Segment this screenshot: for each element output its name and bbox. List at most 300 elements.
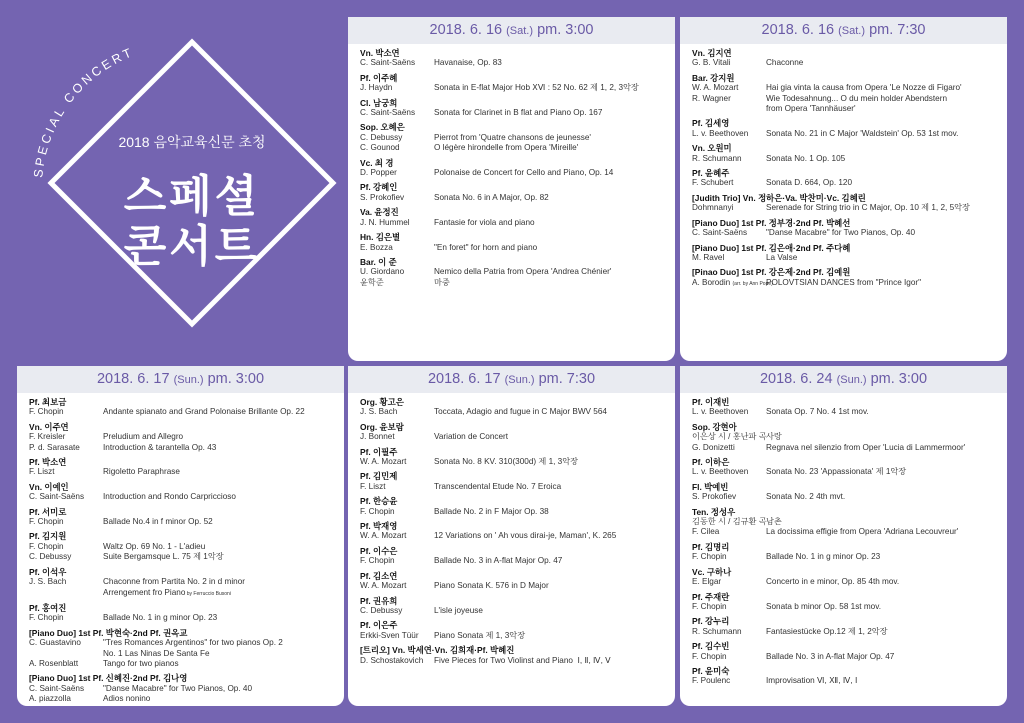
composer	[692, 577, 766, 587]
composer-name: R. Schumann	[692, 626, 742, 636]
program-row	[29, 443, 344, 453]
composer-name: F. Chopin	[29, 407, 64, 417]
program-entry	[29, 457, 344, 478]
work-title	[434, 108, 675, 118]
program-entry	[692, 542, 1007, 563]
composer	[360, 278, 434, 288]
performer: [Piano Duo] 1st Pf. 신혜진·2nd Pf. 김나영	[29, 673, 188, 684]
program-row	[29, 638, 344, 659]
panel-day: (Sat.)	[506, 25, 534, 37]
work-title-text: Sonata b minor Op. 58 1st mov.	[766, 601, 881, 611]
performer: Pf. 윤혜주	[692, 168, 730, 179]
work-title	[766, 94, 1007, 115]
work-title-text: Five Pieces for Two Violinst and Piano Ⅰ, Ⅱ, Ⅳ, Ⅴ	[434, 655, 611, 665]
composer-name: L. v. Beethoven	[692, 128, 749, 138]
work-title-text: Ballade No. 2 in F Major Op. 38	[434, 506, 549, 516]
composer-name: F. Chopin	[692, 601, 727, 611]
composer	[692, 203, 766, 213]
work-title	[103, 517, 344, 527]
composer-name: J. S. Bach	[29, 577, 67, 587]
program-entry	[692, 666, 1007, 687]
composer-name: W. A. Mozart	[360, 457, 407, 467]
work-title	[766, 432, 1007, 442]
work-title	[103, 552, 344, 562]
performer: Pf. 홍여진	[29, 602, 67, 613]
composer	[692, 154, 766, 164]
program-entry	[360, 447, 675, 468]
performer: Pf. 윤미숙	[692, 665, 730, 676]
program-row	[692, 228, 1007, 238]
work-title-text: Introduction and Rondo Carpriccioso	[103, 492, 236, 502]
work-title-text: Transcendental Etude No. 7 Eroica	[434, 481, 562, 491]
schedule-panel-0617-1500	[17, 366, 344, 706]
work-title	[766, 676, 1007, 686]
program-entry	[360, 73, 675, 94]
work-title-text: Andante spianato and Grand Polonaise Brillante Op. 22	[103, 407, 305, 417]
panel-body	[680, 393, 1007, 687]
composer	[360, 108, 434, 118]
work-title-text: 사랑	[766, 432, 782, 442]
work-title	[766, 58, 1007, 68]
work-title-text: Suite Bergamsque L. 75 제 1악장	[103, 552, 224, 562]
program-row	[360, 58, 675, 68]
work-title-text: Ballade No. 1 in g minor Op. 23	[766, 552, 881, 562]
work-title	[103, 684, 344, 694]
work-title	[434, 507, 675, 517]
program-entry	[29, 397, 344, 418]
program-row	[692, 154, 1007, 164]
performer: Pf. 이석우	[29, 566, 67, 577]
composer-name: F. Liszt	[360, 481, 386, 491]
composer	[360, 143, 434, 153]
program-entry	[360, 546, 675, 567]
program-row	[29, 407, 344, 417]
composer-name: G. Donizetti	[692, 442, 735, 452]
program-row	[29, 588, 344, 599]
program-entry	[360, 571, 675, 592]
composer-name: L. v. Beethoven	[692, 407, 749, 417]
program-row	[692, 407, 1007, 417]
performer: Pf. 한승윤	[360, 496, 398, 507]
program-entry	[360, 521, 675, 542]
composer-name: P. d. Sarasate	[29, 442, 80, 452]
program-row	[360, 108, 675, 118]
performer: Sop. 강현아	[692, 421, 737, 432]
panel-body	[680, 44, 1007, 289]
composer-name: D. Popper	[360, 168, 397, 178]
program-entry	[692, 397, 1007, 418]
performer: [Piano Duo] 1st Pf. 박현숙·2nd Pf. 권옥교	[29, 627, 188, 638]
panel-header	[348, 17, 675, 44]
work-title	[103, 659, 344, 669]
performer: [트리오] Vn. 박세연·Vn. 김희재·Pf. 박혜진	[360, 645, 515, 656]
performer: Pf. 이하은	[692, 457, 730, 468]
composer-name: 김동한 시 / 김규환 곡	[692, 517, 767, 527]
performer: Pf. 김소연	[360, 570, 398, 581]
composer	[360, 631, 434, 641]
program-row	[692, 552, 1007, 562]
work-title	[103, 613, 344, 623]
composer-name: J. S. Bach	[360, 407, 398, 417]
work-title-text: Fantasiestücke Op.12 제 1, 2악장	[766, 626, 888, 636]
work-title	[434, 243, 675, 253]
work-title	[766, 443, 1007, 453]
panel-header	[680, 17, 1007, 44]
performer: Org. 황고은	[360, 397, 404, 407]
composer-name: C. Gounod	[360, 143, 400, 153]
composer-name: J. Bonnet	[360, 432, 395, 442]
work-title	[766, 129, 1007, 139]
work-title	[766, 178, 1007, 188]
composer-name: U. Giordano	[360, 267, 405, 277]
program-entry	[360, 182, 675, 203]
performer: Pf. 박재영	[360, 521, 398, 532]
composer-name: F. Poulenc	[692, 676, 731, 686]
program-entry	[692, 482, 1007, 503]
composer-name: F. Kreisler	[29, 432, 66, 442]
composer-name: C. Saint-Saëns	[360, 108, 416, 118]
program-entry	[692, 48, 1007, 69]
program-entry	[360, 122, 675, 153]
work-title-text: La docissima effigie from Opera 'Adriana Lecouvreur'	[766, 527, 959, 537]
program-entry	[692, 73, 1007, 115]
composer	[29, 638, 103, 659]
composer-name: F. Chopin	[29, 541, 64, 551]
work-title-text: Pierrot from 'Quatre chansons de jeunesse'	[434, 132, 591, 142]
program-entry	[692, 422, 1007, 453]
work-title	[434, 278, 675, 288]
program-row	[360, 133, 675, 143]
panel-day: (Sun.)	[173, 374, 204, 386]
program-row	[692, 492, 1007, 502]
program-row	[360, 656, 675, 666]
work-title	[434, 606, 675, 616]
composer-name: L. v. Beethoven	[692, 467, 749, 477]
program-entry	[692, 267, 1007, 289]
schedule-panel-0616-1500	[348, 17, 675, 361]
composer-name: 윤학준	[360, 277, 384, 287]
work-title	[766, 228, 1007, 238]
program-row	[360, 168, 675, 178]
work-title-text: Chaconne from Partita No. 2 in d minor	[103, 577, 245, 587]
program-row	[692, 94, 1007, 115]
program-entry	[360, 48, 675, 69]
work-title	[434, 193, 675, 203]
program-row	[360, 556, 675, 566]
work-title	[434, 407, 675, 417]
composer	[360, 507, 434, 517]
composer	[29, 492, 103, 502]
work-title-text: Ballade No. 1 in g minor Op. 23	[103, 613, 218, 623]
work-title-text: Wie Todesahnung... O du mein holder Abendstern from Opera 'Tannhäuser'	[766, 93, 947, 114]
program-row	[692, 278, 1007, 289]
performer: [Judith Trio] Vn. 정하은·Va. 박찬미·Vc. 김혜린	[692, 192, 866, 203]
program-row	[29, 577, 344, 587]
work-title-text: Polonaise de Concert for Cello and Piano, Op. 14	[434, 168, 614, 178]
title-sub: 2018 음악교육신문 초청	[118, 134, 266, 150]
composer	[692, 94, 766, 115]
program-row	[29, 542, 344, 552]
program-row	[692, 577, 1007, 587]
program-row	[692, 467, 1007, 477]
program-row	[360, 531, 675, 541]
panel-date: 2018. 6. 16	[761, 22, 835, 38]
program-entry	[692, 243, 1007, 264]
work-title-text: "Danse Macabre" for Two Pianos, Op. 40	[766, 228, 916, 238]
work-title-text: Sonata No. 1 Op. 105	[766, 153, 846, 163]
work-title	[766, 627, 1007, 637]
work-title-text: 12 Variations on ' Ah vous dirai-je, Maman', K. 265	[434, 531, 617, 541]
composer-name: F. Schubert	[692, 178, 734, 188]
composer-name: D. Schostakovich	[360, 655, 424, 665]
work-title	[766, 154, 1007, 164]
work-title-text: "En foret" for horn and piano	[434, 242, 538, 252]
schedule-panel-0616-1930	[680, 17, 1007, 361]
composer	[360, 58, 434, 68]
program-entry	[360, 496, 675, 517]
program-entry	[29, 507, 344, 528]
composer	[360, 267, 434, 277]
composer-name: E. Elgar	[692, 577, 722, 587]
work-title-text: Waltz Op. 69 No. 1 - L'adieu	[103, 541, 206, 551]
work-title-text: La Valse	[766, 252, 798, 262]
composer	[692, 432, 766, 442]
panel-body	[348, 393, 675, 666]
program-entry	[692, 218, 1007, 239]
work-title-text: Sonata No. 23 'Appassionata' 제 1악장	[766, 467, 907, 477]
program-entry	[692, 567, 1007, 588]
work-title-text: Sonata D. 664, Op. 120	[766, 178, 853, 188]
composer	[29, 659, 103, 669]
work-title	[434, 556, 675, 566]
performer: Pf. 서미로	[29, 506, 67, 517]
program-row	[692, 432, 1007, 442]
work-title-text: Chaconne	[766, 58, 804, 68]
panel-date: 2018. 6. 16	[429, 22, 503, 38]
performer: Pf. 이은주	[360, 620, 398, 631]
composer	[692, 83, 766, 93]
work-title	[434, 83, 675, 93]
arranger-note: by Ferruccio Busoni	[185, 590, 231, 597]
composer	[692, 443, 766, 453]
work-title-text: L'isle joyeuse	[434, 605, 483, 615]
program-row	[29, 659, 344, 669]
work-title-text: Sonata No. 2 4th mvt.	[766, 492, 846, 502]
performer: Vn. 김지연	[692, 48, 732, 58]
composer	[29, 443, 103, 453]
work-title-text: Serenade for String trio in C Major, Op. 10 제 1, 2, 5악장	[766, 203, 970, 213]
composer-name: R. Schumann	[692, 153, 742, 163]
performer: Pf. 권유희	[360, 595, 398, 606]
work-title-text: Fantasie for viola and piano	[434, 217, 535, 227]
composer-name: F. Chopin	[360, 556, 395, 566]
program-entry	[360, 620, 675, 641]
composer	[360, 168, 434, 178]
work-title-text: Nemico della Patria from Opera 'Andrea Chénier'	[434, 267, 612, 277]
work-title	[766, 577, 1007, 587]
performer: Pf. 강혜인	[360, 182, 398, 193]
composer	[360, 531, 434, 541]
program-row	[29, 432, 344, 442]
composer	[360, 193, 434, 203]
work-title	[434, 168, 675, 178]
performer: Hn. 김은별	[360, 232, 401, 243]
program-entry	[29, 628, 344, 670]
composer	[692, 676, 766, 686]
program-entry	[360, 422, 675, 443]
performer: Pf. 김세영	[692, 118, 730, 129]
program-entry	[360, 397, 675, 418]
work-title	[103, 588, 344, 599]
composer	[360, 83, 434, 93]
composer-name: Erkki-Sven Tüür	[360, 630, 419, 640]
composer	[29, 613, 103, 623]
program-row	[360, 143, 675, 153]
work-title	[766, 83, 1007, 93]
program-entry	[360, 232, 675, 253]
program-entry	[692, 641, 1007, 662]
work-title-text: Concerto in e minor, Op. 85 4th mov.	[766, 577, 900, 587]
work-title-text: Sonata No. 6 in A Major, Op. 82	[434, 192, 549, 202]
performer: Vn. 오원미	[692, 143, 732, 154]
work-title	[103, 492, 344, 502]
panel-body	[17, 393, 344, 705]
panel-time: pm. 3:00	[207, 371, 265, 387]
panel-day: (Sun.)	[504, 374, 535, 386]
performer: Fl. 박예빈	[692, 481, 729, 492]
work-title	[766, 407, 1007, 417]
program-row	[692, 517, 1007, 527]
composer	[29, 542, 103, 552]
schedule-panel-0624-1500	[680, 366, 1007, 706]
composer	[29, 577, 103, 587]
performer: Pf. 이주혜	[360, 72, 398, 83]
program-row	[360, 581, 675, 591]
program-entry	[29, 531, 344, 562]
program-row	[360, 407, 675, 417]
work-title-text: Rigoletto Paraphrase	[103, 467, 180, 477]
program-entry	[29, 422, 344, 453]
composer-name: G. B. Vitali	[692, 58, 731, 68]
title-main-2: 콘서트	[123, 222, 261, 271]
composer	[29, 694, 103, 704]
composer	[692, 407, 766, 417]
work-title-text: Improvisation Ⅵ, Ⅻ, Ⅳ, Ⅰ	[766, 676, 858, 686]
title-area	[0, 0, 345, 365]
work-title-text: "Tres Romances Argentinos" for two pianos Op. 2 No. 1 Las Ninas De Santa Fe	[103, 638, 283, 658]
performer: [Piano Duo] 1st Pf. 김은애·2nd Pf. 주다혜	[692, 242, 851, 253]
work-title	[766, 517, 1007, 527]
composer	[692, 517, 766, 527]
composer-name: C. Saint-Saëns	[29, 683, 85, 693]
composer	[360, 581, 434, 591]
composer	[360, 432, 434, 442]
composer-name: A. Borodin	[692, 277, 731, 287]
work-title	[434, 457, 675, 467]
program-row	[29, 684, 344, 694]
composer-name: F. Chopin	[360, 506, 395, 516]
performer: Pf. 강누리	[692, 616, 730, 627]
composer-name: F. Chopin	[29, 613, 64, 623]
program-row	[360, 482, 675, 492]
composer	[360, 656, 434, 666]
composer	[29, 517, 103, 527]
composer	[692, 552, 766, 562]
composer	[692, 527, 766, 537]
composer	[360, 556, 434, 566]
program-row	[360, 606, 675, 616]
work-title	[434, 267, 675, 277]
performer: Pf. 이재빈	[692, 397, 730, 407]
panel-time: pm. 3:00	[870, 371, 928, 387]
composer-name: W. A. Mozart	[360, 531, 407, 541]
program-row	[29, 467, 344, 477]
composer	[29, 588, 103, 599]
work-title	[434, 58, 675, 68]
work-title-text: Adios nonino	[103, 694, 151, 704]
panel-time: pm. 3:00	[537, 22, 594, 38]
work-title	[434, 581, 675, 591]
work-title-text: Havanaise, Op. 83	[434, 58, 502, 68]
program-entry	[692, 118, 1007, 139]
program-entry	[692, 143, 1007, 164]
work-title	[766, 203, 1007, 213]
program-entry	[360, 596, 675, 617]
work-title-text: Toccata, Adagio and fugue in C Major BWV 564	[434, 407, 607, 417]
program-entry	[29, 673, 344, 704]
panel-body	[348, 44, 675, 288]
work-title	[434, 432, 675, 442]
composer-name: F. Chopin	[692, 552, 727, 562]
program-entry	[360, 98, 675, 119]
performer: Vc. 최 경	[360, 157, 394, 168]
program-row	[692, 129, 1007, 139]
program-entry	[360, 645, 675, 666]
performer: Pf. 김수빈	[692, 641, 730, 652]
program-entry	[692, 616, 1007, 637]
work-title-text: Introduction & tarantella Op. 43	[103, 442, 217, 452]
work-title-text: Ballade No.4 in f minor Op. 52	[103, 517, 213, 527]
work-title-text: Sonata No. 21 in C Major 'Waldstein' Op. 53 1st mov.	[766, 128, 959, 138]
work-title	[434, 482, 675, 492]
composer	[692, 129, 766, 139]
performer: [Piano Duo] 1st Pf. 정부경·2nd Pf. 박혜선	[692, 217, 851, 228]
composer-name: S. Prokofiev	[360, 192, 405, 202]
work-title-text: Hai gia vinta la causa from Opera 'Le Nozze di Figaro'	[766, 83, 962, 93]
work-title	[103, 432, 344, 442]
program-entry	[29, 603, 344, 624]
composer-name: Dohmnanyi	[692, 203, 734, 213]
program-row	[692, 83, 1007, 93]
composer	[692, 178, 766, 188]
program-row	[692, 627, 1007, 637]
work-title-text: Piano Sonata 제 1, 3악장	[434, 630, 526, 640]
composer	[29, 432, 103, 442]
work-title-text: Regnava nel silenzio from Oper 'Lucia di Lammermoor'	[766, 442, 966, 452]
composer	[692, 228, 766, 238]
composer	[360, 243, 434, 253]
composer	[29, 552, 103, 562]
schedule-panel-0617-1930	[348, 366, 675, 706]
composer-name: C. Guastavino	[29, 638, 81, 648]
program-row	[360, 243, 675, 253]
performer: Pf. 주재란	[692, 591, 730, 602]
performer: Bar. 강지원	[692, 72, 735, 83]
composer	[29, 684, 103, 694]
program-row	[360, 631, 675, 641]
program-entry	[360, 257, 675, 288]
work-title	[434, 531, 675, 541]
